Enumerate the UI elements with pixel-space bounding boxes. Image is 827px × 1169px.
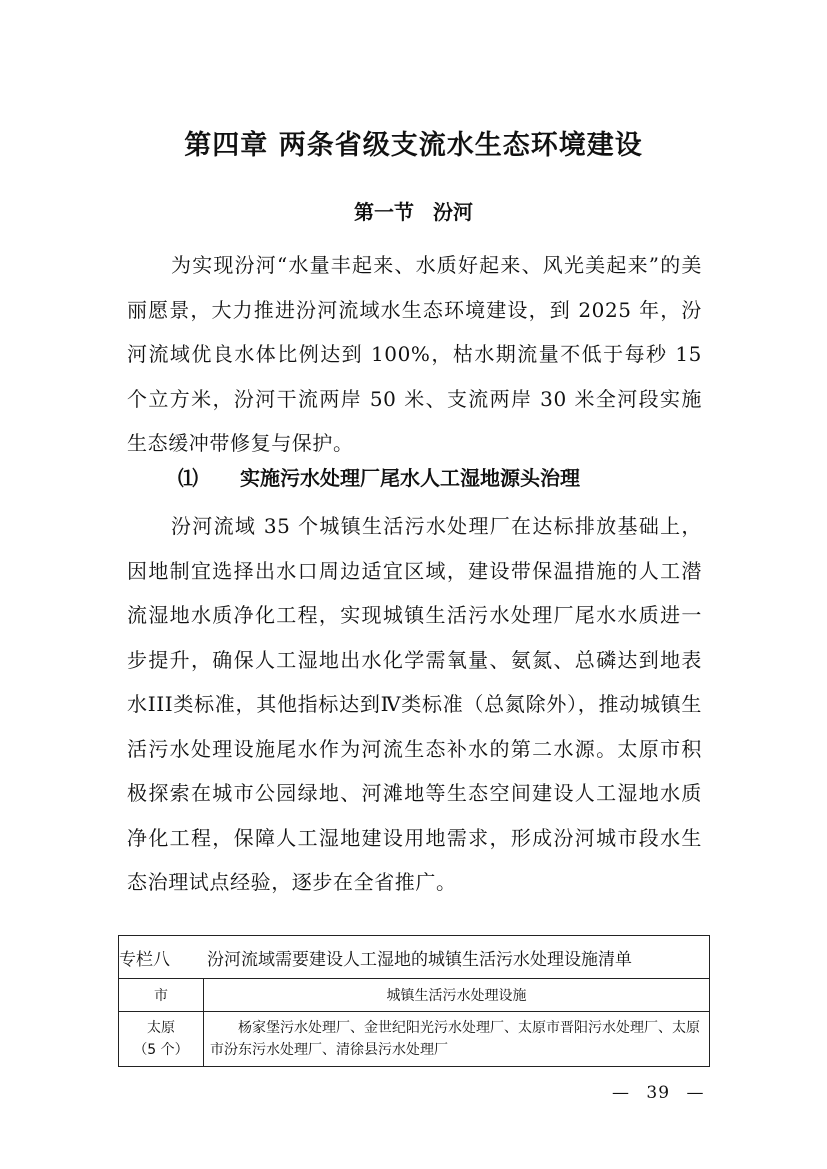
city-cell — [119, 1012, 204, 1067]
wetland-plant-table — [118, 935, 710, 1067]
city-name: 太原 — [147, 1020, 175, 1036]
header-city: 市 — [119, 979, 204, 1012]
table-title-row — [119, 936, 710, 979]
plants-list: 杨家堡污水处理厂、金世纪阳光污水处理厂、太原市晋阳污水处理厂、太原市汾东污水处理厂、清徐县污水处理厂 — [210, 1020, 700, 1058]
plants-cell — [204, 1012, 710, 1067]
wetland-paragraph: 汾河流域 35 个城镇生活污水处理厂在达标排放基础上，因地制宜选择出水口周边适宜区域，建设带保温措施的人工潜流湿地水质净化工程，实现城镇生活污水处理厂尾水水质进一步提升，确保人工湿地出水化学需氧量、氨氮、总磷达到地表水III类标准，其他指标达到Ⅳ类标准（总氮除外），推动城镇生活污水处理设施尾水作为河流生态补水的第二水源。太原市积极探索在城市公园绿地、河滩地等生态空间建设人工湿地水质净化工程，保障人工湿地建设用地需求，形成汾河城市段水生态治理试点经验，逐步在全省推广。 — [127, 514, 702, 894]
box-title: 汾河流域需要建设人工湿地的城镇生活污水处理设施清单 — [207, 949, 632, 970]
city-count: （5 个） — [133, 1042, 189, 1058]
page-number: — 39 — — [612, 1083, 705, 1103]
section-title: 第一节 汾河 — [354, 200, 473, 224]
table-title-cell — [119, 936, 710, 979]
table-row — [119, 1012, 710, 1067]
subheading — [178, 462, 580, 494]
chapter-title: 第四章 两条省级支流水生态环境建设 — [184, 130, 643, 161]
box-label: 专栏八 — [119, 949, 170, 970]
intro-paragraph: 为实现汾河“水量丰起来、水质好起来、风光美起来”的美丽愿景，大力推进汾河流域水生态环境建设，到 2025 年，汾河流域优良水体比例达到 100%，枯水期流量不低于每秒 15 个立方米，汾河干流两岸 50 米、支流两岸 30 米全河段实施生态缓冲带修复与保护。 — [127, 253, 702, 455]
header-plants: 城镇生活污水处理设施 — [204, 979, 710, 1012]
subheading-text: 实施污水处理厂尾水人工湿地源头治理 — [240, 466, 580, 490]
table-header-row — [119, 979, 710, 1012]
subheading-number: ⑴ — [178, 466, 198, 490]
